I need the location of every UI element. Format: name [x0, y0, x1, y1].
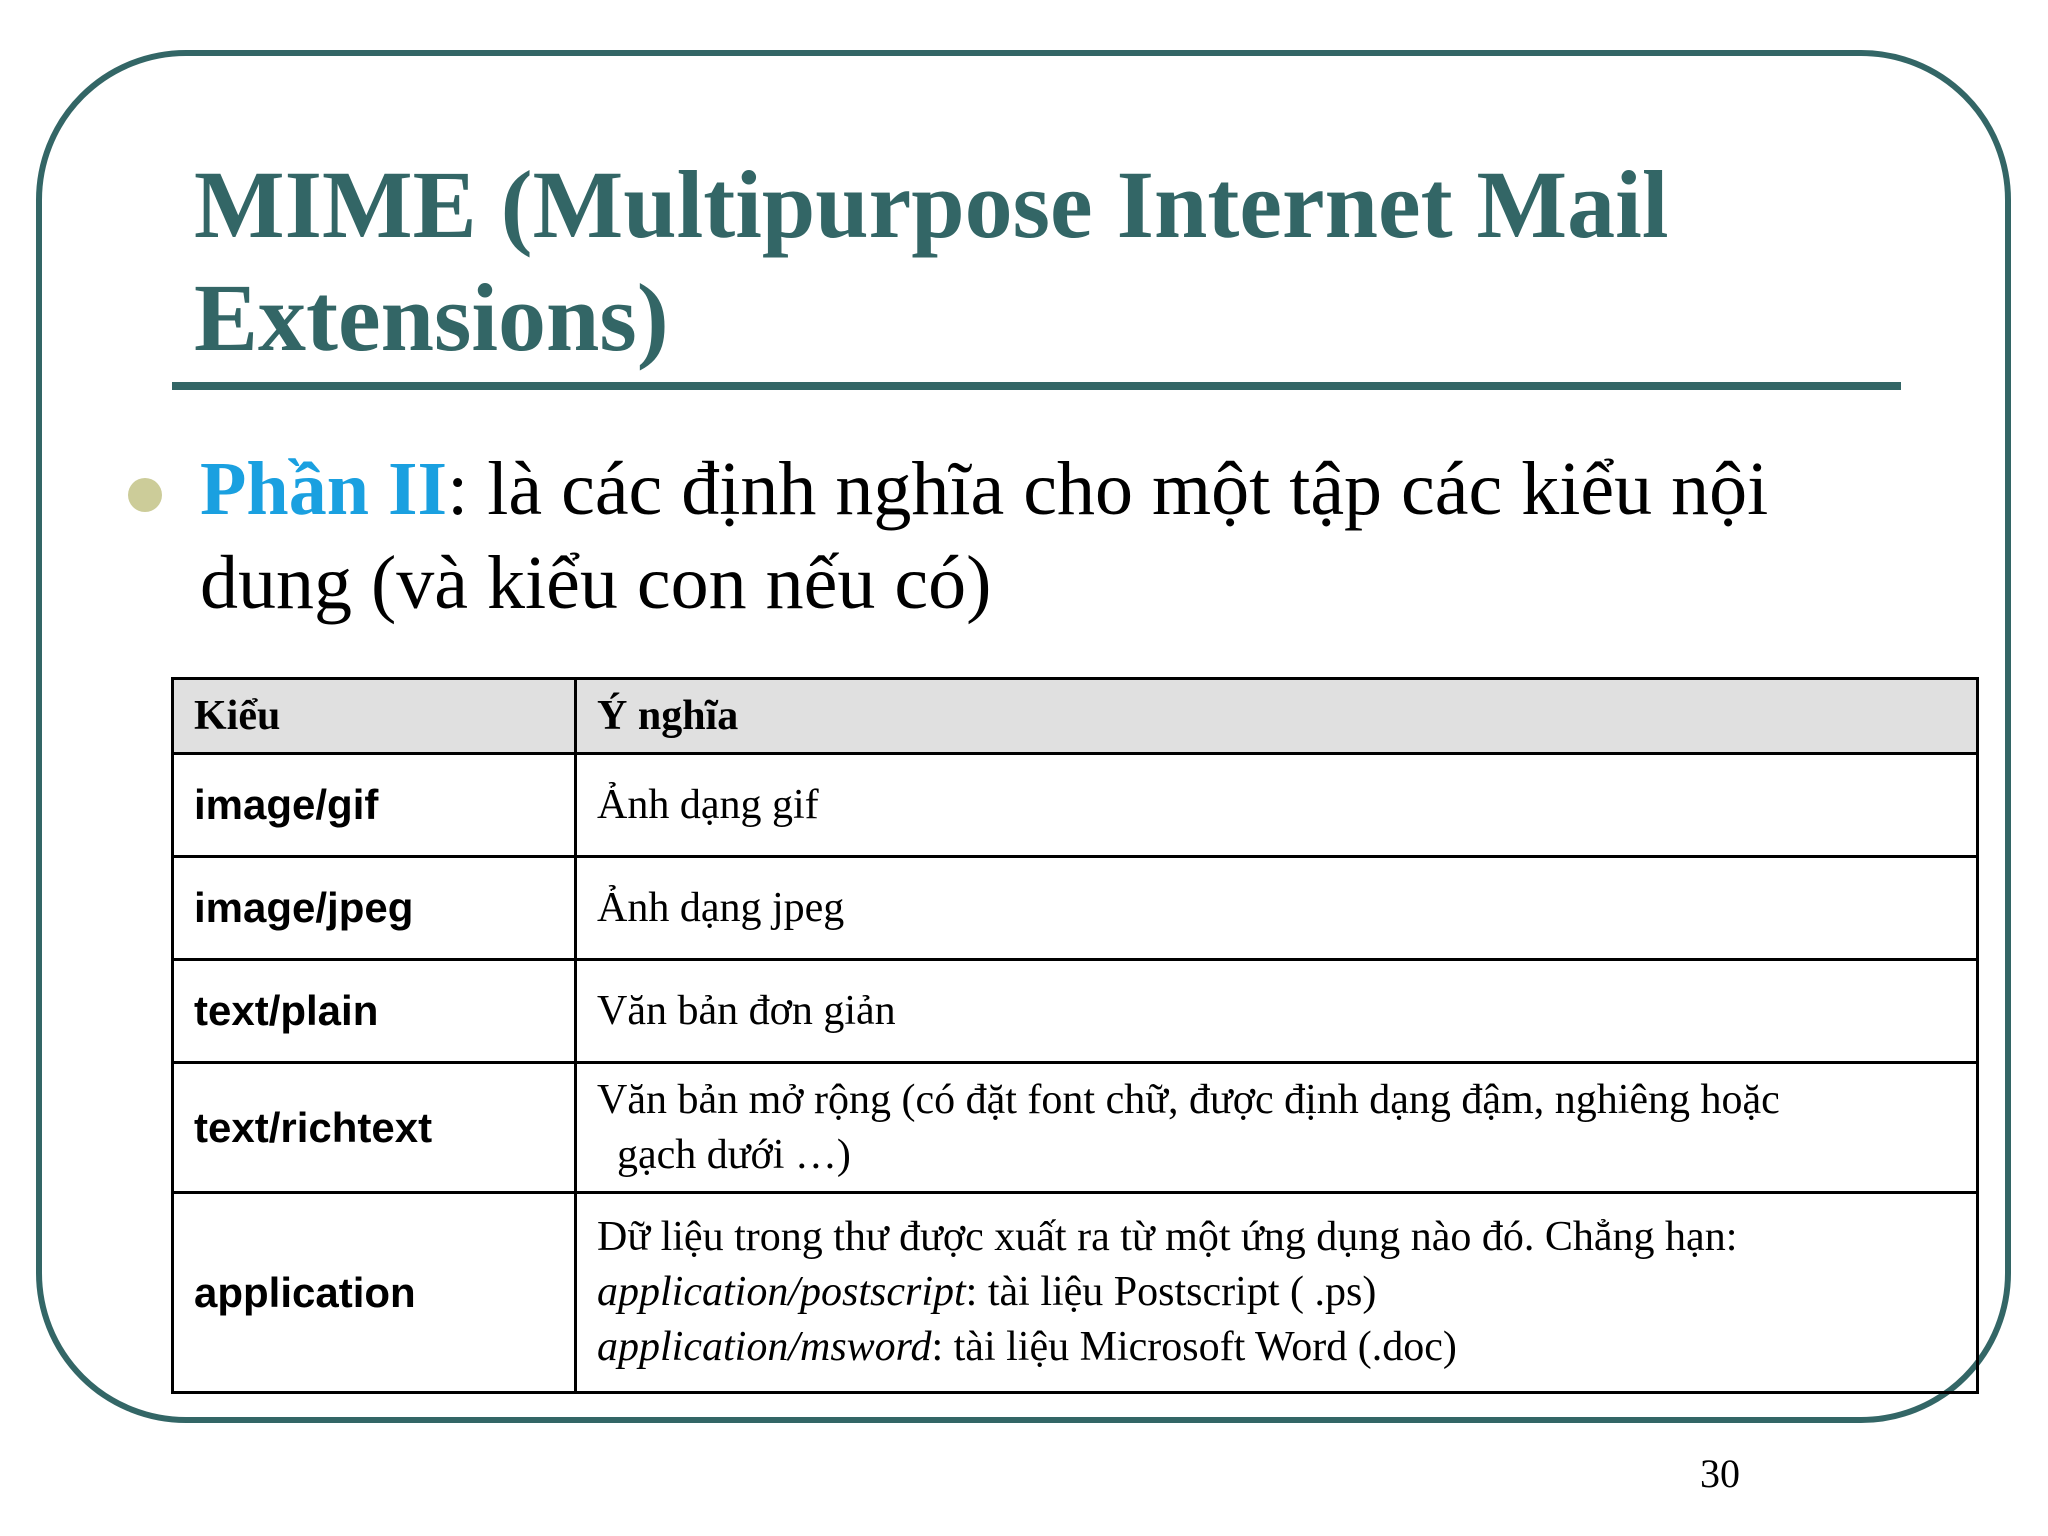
type-cell: application	[173, 1193, 576, 1393]
slide-title: MIME (Multipurpose Internet Mail Extensions)	[194, 151, 1669, 371]
bullet-text	[200, 442, 1920, 630]
type-cell: image/jpeg	[173, 857, 576, 960]
table-header-row	[173, 679, 1978, 754]
page-number: 30	[1700, 1451, 1740, 1496]
type-cell: text/plain	[173, 960, 576, 1063]
meaning-cell: Văn bản đơn giản	[576, 960, 1978, 1063]
meaning-line: Dữ liệu trong thư được xuất ra từ một ứng dụng nào đó. Chẳng hạn:	[597, 1214, 1738, 1260]
example-type: application/postscript	[597, 1269, 966, 1315]
type-cell: text/richtext	[173, 1063, 576, 1193]
example-desc: : tài liệu Microsoft Word (.doc)	[931, 1324, 1457, 1370]
header-meaning: Ý nghĩa	[576, 679, 1978, 754]
header-type: Kiểu	[173, 679, 576, 754]
example-line	[597, 1265, 1956, 1320]
meaning-line: gạch dưới …)	[617, 1131, 851, 1178]
example-line	[597, 1320, 1956, 1375]
table-row	[173, 1193, 1978, 1393]
type-cell: image/gif	[173, 754, 576, 857]
bullet-dot-icon	[128, 478, 162, 512]
meaning-cell	[576, 1193, 1978, 1393]
example-desc: : tài liệu Postscript ( .ps)	[965, 1269, 1377, 1315]
meaning-line: Văn bản mở rộng (có đặt font chữ, được định dạng đậm, nghiêng hoặc	[597, 1076, 1780, 1123]
meaning-cell	[576, 1063, 1978, 1193]
table-row	[173, 1063, 1978, 1193]
table-row	[173, 857, 1978, 960]
bullet-body: : là các định nghĩa cho một tập các kiểu nội dung (và kiểu con nếu có)	[200, 447, 1769, 625]
meaning-cell: Ảnh dạng gif	[576, 754, 1978, 857]
title-underline	[172, 382, 1901, 390]
meaning-cell: Ảnh dạng jpeg	[576, 857, 1978, 960]
table-row	[173, 960, 1978, 1063]
bullet-highlight: Phần II	[200, 447, 448, 531]
table-row	[173, 754, 1978, 857]
mime-types-table	[171, 677, 1979, 1394]
example-type: application/msword	[597, 1324, 932, 1370]
